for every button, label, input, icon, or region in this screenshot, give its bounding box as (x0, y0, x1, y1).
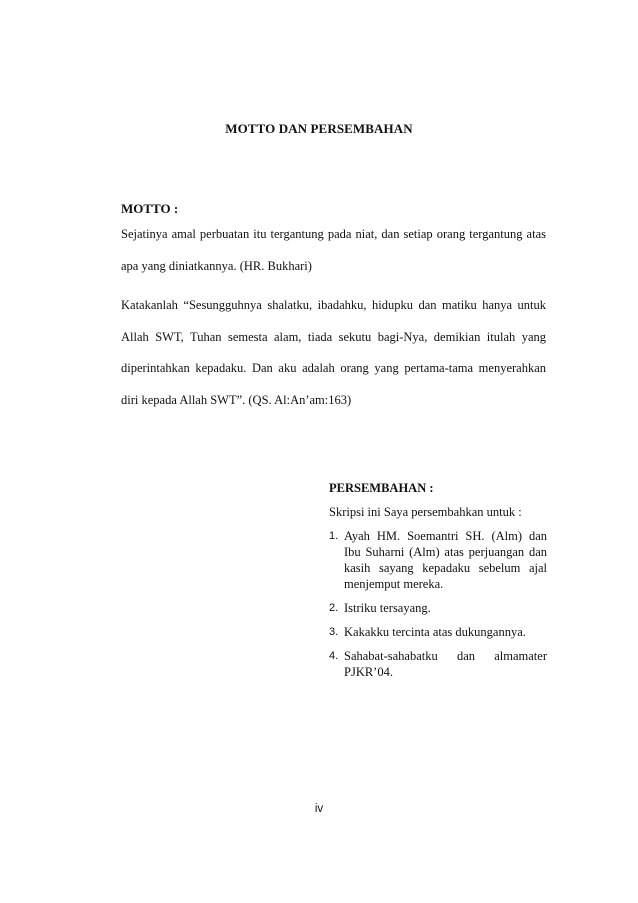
dedication-list (329, 528, 547, 680)
dedication-section (329, 480, 547, 688)
dedication-intro: Skripsi ini Saya persembahkan untuk : (329, 505, 522, 519)
motto-paragraph-hadith: Sejatinya amal perbuatan itu tergantung pada niat, dan setiap orang tergantung atas apa yang diniatkannya. (HR. Bukhari) (121, 227, 546, 273)
dedication-item-text: Istriku tersayang. (344, 601, 431, 615)
dedication-item-number: 2. (329, 602, 339, 614)
motto-heading: MOTTO : (121, 201, 179, 216)
dedication-item (329, 648, 547, 680)
dedication-item-text: Ayah HM. Soemantri SH. (Alm) dan Ibu Suharni (Alm) atas perjuangan dan kasih sayang kepadaku sebelum ajal menjemput mereka. (344, 529, 547, 591)
dedication-heading: PERSEMBAHAN : (329, 481, 434, 495)
dedication-item (329, 600, 547, 616)
dedication-item-number: 4. (329, 650, 339, 662)
dedication-item-number: 1. (329, 530, 339, 542)
dedication-item (329, 624, 547, 640)
dedication-item-text: Kakakku tercinta atas dukungannya. (344, 625, 526, 639)
dedication-item-number: 3. (329, 626, 339, 638)
motto-paragraph-quran: Katakanlah “Sesungguhnya shalatku, ibadahku, hidupku dan matiku hanya untuk Allah SWT, Tuhan semesta alam, tiada sekutu bagi-Nya, demikian itulah yang diperintahkan kepadaku. Dan aku adalah orang yang pertama-tama menyerahkan diri kepada Allah SWT”. (QS. Al:An’am:163) (121, 298, 546, 407)
dedication-item-text: Sahabat-sahabatku dan almamater PJKR’04. (344, 649, 547, 679)
dedication-item (329, 528, 547, 592)
page-title: MOTTO DAN PERSEMBAHAN (225, 121, 413, 136)
page-number: iv (314, 803, 324, 815)
